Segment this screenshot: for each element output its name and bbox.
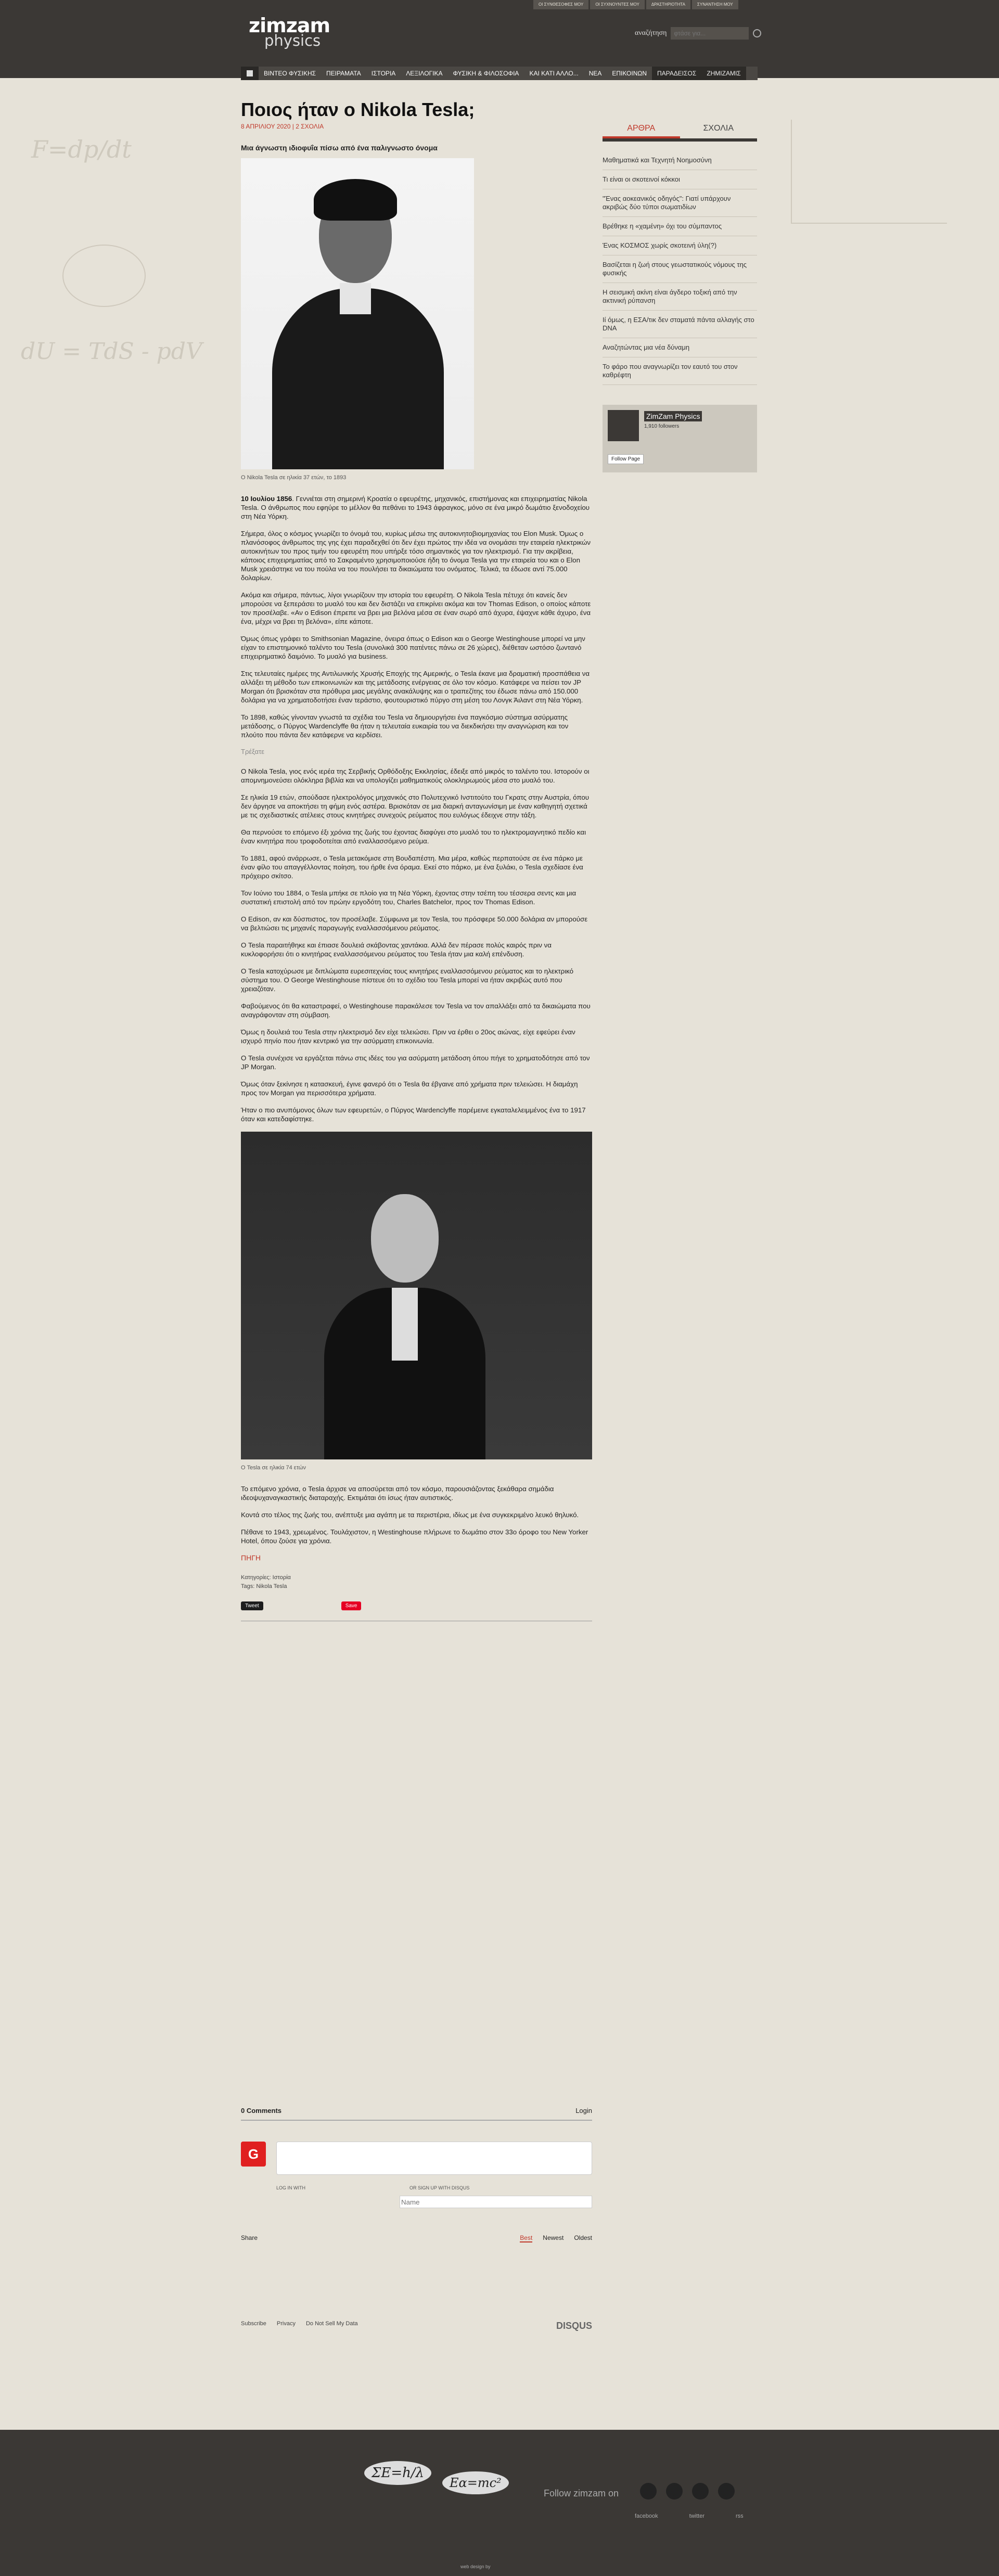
do-not-sell-link[interactable]: Do Not Sell My Data <box>305 2321 358 2327</box>
paragraph: Όμως η δουλειά του Tesla στην ηλεκτρισμό δεν είχε τελειώσει. Πριν να έρθει ο 20ος αιώνας, είχε εφεύρει έναν ισχυρό πηνίο που ήταν κεντρικό για την ασύρματη επικοινωνία. <box>241 1028 575 1045</box>
sort-best[interactable]: Best <box>520 2234 533 2241</box>
photo-shirt <box>392 1288 418 1361</box>
nav-item[interactable]: ΚΑΙ ΚΑΤΙ ΑΛΛΟ... <box>529 70 579 77</box>
paragraph: Ήταν ο πιο ανυπόμονος όλων των εφευρετών, ο Πύργος Wardenclyffe παρέμεινε εγκαταλελειμμένος ένα το 1917 όταν και κατεδαφίστηκε. <box>241 1106 586 1123</box>
doodle-graph <box>791 120 947 224</box>
subscribe-link[interactable]: Subscribe <box>241 2321 266 2327</box>
footer-label-twitter: twitter <box>689 2513 705 2519</box>
nav-item[interactable]: ΙΣΤΟΡΙΑ <box>371 70 396 77</box>
tab-comments[interactable]: ΣΧΟΛΙΑ <box>703 124 734 133</box>
nav-item-dark[interactable]: ΠΑΡΑΔΕΙΣΟΣ <box>652 67 701 80</box>
top-link[interactable]: ΣΥΝΑΝΤΗΣΗ ΜΟΥ <box>692 0 738 9</box>
paragraph: Το 1898, καθώς γίνονταν γνωστά τα σχέδια του Tesla να δημιουργήσει ένα παγκόσμιο σύστημα ασύρματης μετάδοσης, ο Πύργος Wardenclyffe θα ήταν η τελευταία ευκαιρία του να διεκδικήσει την αναγνώριση και τον πλούτο που πάντα δεν κατάφερνε να κερδίσει. <box>241 713 569 739</box>
search-icon[interactable] <box>753 29 761 37</box>
login-button[interactable]: Login <box>575 2107 592 2114</box>
sidebar-link[interactable]: Βασίζεται η ζωή στους γεωστατικούς νόμους της φυσικής <box>603 255 757 283</box>
comment-textbox[interactable] <box>276 2142 592 2175</box>
footer <box>0 2430 999 2576</box>
nav-item[interactable]: ΒΙΝΤΕΟ ΦΥΣΙΚΗΣ <box>264 70 316 77</box>
section-separator: Τρέξατε <box>241 748 265 755</box>
search-label: αναζήτηση <box>635 29 667 37</box>
comment-count: 0 Comments <box>241 2107 282 2114</box>
tab-articles[interactable]: ΑΡΘΡΑ <box>603 121 680 138</box>
sidebar-link[interactable]: Το φάρο που αναγνωρίζει τον εαυτό του στον καθρέφτη <box>603 357 757 385</box>
fb-page-avatar <box>608 410 639 441</box>
lead-date: 10 Ιουλίου 1856 <box>241 495 292 503</box>
fb-page-name: ZimZam Physics <box>644 411 702 421</box>
sidebar-link[interactable]: Ιί όμως, η ΕΣΑ/τικ δεν σταματά πάντα αλλαγής στο DNA <box>603 311 757 338</box>
paragraph: Ο Nikola Tesla, γιος ενός ιερέα της Σερβικής Ορθόδοξης Εκκλησίας, έδειξε από μικρός το ταλέντο του. Ιστορούν οι απομνημονεύσει ολόκληρα βιβλία και να υπολογίζει μαθηματικούς ολοκληρωμούς μέσα στο μυαλό του. <box>241 767 590 784</box>
paragraph: Ο Tesla παραιτήθηκε και έπιασε δουλειά σκάβοντας χαντάκια. Αλλά δεν πέρασε πολύς καιρός πριν να κυκλοφορήσει ότι ο κινητήρας εναλλασσόμενου ρεύματος του Tesla ήταν μια καλή επένδυση. <box>241 941 552 958</box>
signup-label: OR SIGN UP WITH DISQUS <box>409 2185 470 2190</box>
fb-page-followers: 1,910 followers <box>644 424 680 429</box>
photo-caption: Ο Nikola Tesla σε ηλικία 37 ετών, το 1893 <box>241 475 347 481</box>
sidebar-link[interactable]: Τι είναι οι σκοτεινοί κόκκοι <box>603 170 757 189</box>
paragraph: Όμως όταν ξεκίνησε η κατασκευή, έγινε φανερό ότι ο Tesla θα έβγαινε από χρήματα πριν τελειώσει. Η διαμάχη προς τον Morgan για περισσότερα χρήματα. <box>241 1080 578 1097</box>
paragraph: Θα περνούσε το επόμενο έξι χρόνια της ζωής του έχοντας διαφύγει στο μυαλό του το ηλεκτρομαγνητικό πεδίο και έναν κινητήρα που τροφοδοτείται από εναλλασσόμενο ρεύμα. <box>241 828 586 845</box>
paragraph: Το 1881, αφού ανάρρωσε, ο Tesla μετακόμισε στη Βουδαπέστη. Μια μέρα, καθώς περπατούσε σε ένα πάρκο με έναν φίλο του απαγγέλλοντας ποίηση, του ήρθε ένα όραμα. Εκεί στο πάρκο, με ένα ξυλάκι, ο Tesla σχεδίασε ένα πρόχειρο σκίτσο. <box>241 854 583 880</box>
nav-item[interactable]: ΠΕΙΡΑΜΑΤΑ <box>326 70 361 77</box>
sidebar-link[interactable]: Η σεισμική ακίνη είναι άγδερο τοξική από την ακτινική ρύπανση <box>603 283 757 311</box>
article-title: Ποιος ήταν ο Nikola Tesla; <box>241 99 475 120</box>
article-subtitle: Μια άγνωστη ιδιοφυΐα πίσω από ένα παλιγνωστο όνομα <box>241 144 438 152</box>
footer-follow-label: Follow zimzam on <box>544 2488 619 2498</box>
paragraph: Φαβούμενος ότι θα καταστραφεί, ο Westinghouse παρακάλεσε τον Tesla να τον απαλλάξει από τα δικαιώματα που αναγράφονταν στη σύμβαση. <box>241 1002 591 1019</box>
main-nav <box>241 67 758 80</box>
photo-head <box>371 1194 439 1283</box>
fb-follow-button[interactable]: Follow Page <box>608 454 644 464</box>
article-categories[interactable]: Κατηγορίες: Ιστορία <box>241 1574 291 1581</box>
paragraph: Ο Tesla συνέχισε να εργάζεται πάνω στις ιδέες του για ασύρματη μετάδοση όπου πήγε το χρηματοδότησε από τον JP Morgan. <box>241 1054 590 1071</box>
article-tags[interactable]: Tags: Nikola Tesla <box>241 1583 287 1590</box>
pinterest-save-button[interactable]: Save <box>341 1601 362 1610</box>
paragraph: Ακόμα και σήμερα, πάντως, λίγοι γνωρίζουν την ιστορία του εφευρέτη. Ο Nikola Tesla πέτυχε ότι κανείς δεν μπορούσε να ξεπεράσει το μυαλό του και δεν διστάζει να επικρίνει ακόμα και τον Thomas Edison, ο οποίος κάποτε τον προσέλαβε. «Αν ο Edison έπρεπε να βρει μια βελόνα μέσα σε έναν σωρό από άχυρα, έψαχνε κάθε άχυρο, ένα ένα, μέχρι να βρει τη βελόνα», είπε κάποτε. <box>241 591 591 625</box>
name-field[interactable] <box>400 2196 592 2208</box>
disqus-logo[interactable]: DISQUS <box>556 2321 592 2331</box>
privacy-link[interactable]: Privacy <box>276 2321 296 2327</box>
site-logo[interactable] <box>249 14 330 52</box>
footer-doodle-left: ΣE=h/λ <box>364 2461 431 2485</box>
footer-label-rss: rss <box>736 2513 744 2519</box>
article-date[interactable]: 8 ΑΠΡΙΛΙΟΥ 2020 | 2 ΣΧΟΛΙΑ <box>241 123 324 130</box>
paragraph: Κοντά στο τέλος της ζωής του, ανέπτυξε μια αγάπη με τα περιστέρια, ιδίως με ένα συγκεκριμένο λευκό θηλυκό. <box>241 1511 579 1519</box>
tesla-elderly-photo <box>241 1132 592 1459</box>
paragraph: Όμως όπως γράφει το Smithsonian Magazine, όνειρα όπως ο Edison και ο George Westinghouse μπορεί να μην είχαν το επιστημονικό ταλέντο του Tesla (συνολικά 300 πατέντες πάνω σε 26 χώρες), διέθεταν ωστόσο ζωντανό επιχειρηματικό δαιμόνιο. Το μυαλό για business. <box>241 635 585 660</box>
nav-item-dark[interactable]: ΖΗΜΙΖΑΜΙΣ <box>701 67 746 80</box>
portrait-collar <box>340 283 371 314</box>
comments-section <box>241 2107 592 2357</box>
nav-item[interactable]: ΛΕΞΙΛΟΓΙΚΑ <box>406 70 443 77</box>
paragraph-lead <box>241 494 592 521</box>
nav-item[interactable]: ΕΠΙΚΟΙΝΩΝ <box>612 70 647 77</box>
sidebar-link[interactable]: Βρέθηκε η «χαμένη» όχι του σύμπαντος <box>603 217 757 236</box>
tesla-portrait-photo <box>241 158 474 469</box>
sort-newest[interactable]: Newest <box>543 2234 564 2241</box>
source-link[interactable]: ΠΗΓΗ <box>241 1554 261 1562</box>
share-row <box>241 1601 592 1610</box>
login-with-label: LOG IN WITH <box>276 2185 305 2190</box>
paragraph: Τον Ιούνιο του 1884, ο Tesla μπήκε σε πλοίο για τη Νέα Υόρκη, έχοντας στην τσέπη του τέσσερα σεντς και μια συστατική επιστολή από τον πρώην εργοδότη του, Charles Batchelor, προς τον Thomas Edison. <box>241 889 577 906</box>
doodle-thermo: dU = TdS - pdV <box>21 338 202 365</box>
article <box>241 94 592 1621</box>
share-button[interactable]: Share <box>241 2234 258 2241</box>
footer-credit: web design by <box>460 2564 491 2569</box>
home-icon <box>247 70 253 76</box>
footer-label-facebook: facebook <box>635 2513 658 2519</box>
youtube-icon[interactable] <box>666 2483 683 2500</box>
paragraph: Στις τελευταίες ημέρες της Αντιλωνικής Χρυσής Εποχής της Αμερικής, ο Tesla έκανε μια δραματική προσπάθεια να αλλάξει τη μέθοδο των επικοινωνιών και της μετάδοσης ενέργειας σε όλο τον κόσμο. Κατάφερε να πείσει τον JP Morgan ότι βρισκόταν στα πρόθυρα μιας μεγάλης ανακάλυψης και ο τραπεζίτης του έδωσε πάνω από 150.000 δολάρια για να χρηματοδοτήσει έναν τεράστιο, φουτουριστικό πύργο στη μέση του Λονγκ Άιλαντ στη Νέα Υόρκη. <box>241 670 590 704</box>
paragraph: Ο Edison, αν και δύσπιστος, τον προσέλαβε. Σύμφωνα με τον Tesla, του πρόσφερε 50.000 δολάρια αν μπορούσε να βελτιώσει τις μηχανές παραγωγής εναλλασσόμενου ρεύματος. <box>241 915 588 932</box>
search-input[interactable] <box>671 27 749 40</box>
paragraph: Σήμερα, όλος ο κόσμος γνωρίζει το όνομά του, κυρίως μέσω της αυτοκινητοβιομηχανίας του Elon Musk. Όμως ο πλανόσοφος άνθρωπος της γης έχει παραδεχθεί ότι δεν έχει πρώτος την ιδέα να ονομάσει την εταιρεία ηλεκτρικών αυτοκινήτων του προς τιμήν του εφευρέτη που υπήρξε τόσο σημαντικός για τον ηλεκτρισμό. Για την ακρίβεια, κάποιος επιχειρηματίας από το Σακραμέντο χρησιμοποιούσε ήδη το όνομα Tesla για την εταιρεία του και ο Elon Musk χρειάστηκε να του πούλα να του πουλήσει τα δικαιώματα του ονόματος. Τελικά, τα έδωσε αντί 75.000 δολαρίων. <box>241 530 591 582</box>
sort-oldest[interactable]: Oldest <box>574 2234 592 2241</box>
paragraph: Σε ηλικία 19 ετών, σπούδασε ηλεκτρολόγος μηχανικός στο Πολυτεχνικό Ινστιτούτο του Γκρατς στην Αυστρία, όπου δεν άργησε να αποκτήσει τη φήμη ενός αστέρα. Βρισκόταν σε μια διαρκή ανταγωνίσιμη με έναν καθηγητή σχετικά με τις σχεδιαστικές ατέλειες στους κινητήρες συνεχούς ρεύματος που ευλόγως έδειχνε στην τάξη. <box>241 793 590 819</box>
paragraph: Πέθανε το 1943, χρεωμένος. Τουλάχιστον, η Westinghouse πλήρωνε το δωμάτιο στον 33ο όροφο του New Yorker Hotel, όπου ζούσε για χρόνια. <box>241 1528 588 1545</box>
rss-icon[interactable] <box>718 2483 735 2500</box>
doodle-force: F=dp/dt <box>31 135 132 163</box>
nav-item[interactable]: ΦΥΣΙΚΗ & ΦΙΛΟΣΟΦΙΑ <box>453 70 519 77</box>
paragraph: Ο Tesla κατοχύρωσε με διπλώματα ευρεσιτεχνίας τους κινητήρες εναλλασσόμενου ρεύματος και το ηλεκτρικό σύστημα του. Ο George Westinghouse πίστευε ότι το σχέδιο του Tesla μπορεί να ήταν ακριβώς αυτό που χρειαζόταν. <box>241 967 574 993</box>
home-button[interactable] <box>241 67 259 80</box>
sidebar-link[interactable]: "Ένας αοκεανικός οδηγός": Γιατί υπάρχουν ακριβώς δύο τύποι σωματιδίων <box>603 189 757 217</box>
sidebar-link[interactable]: Μαθηματικά και Τεχνητή Νοημοσύνη <box>603 151 757 170</box>
footer-doodle-right: Eα=mc² <box>442 2471 509 2494</box>
user-avatar: G <box>241 2142 266 2167</box>
search-area <box>635 27 761 40</box>
twitter-icon[interactable] <box>692 2483 709 2500</box>
facebook-widget[interactable] <box>603 405 757 472</box>
photo-caption: Ο Tesla σε ηλικία 74 ετών <box>241 1465 306 1471</box>
top-link[interactable]: ΟΙ ΣΥΧΝΟΥΝΤΕΣ ΜΟΥ <box>590 0 645 9</box>
top-link[interactable]: ΔΡΑΣΤΗΡΙΟΤΗΤΑ <box>646 0 690 9</box>
logo-text-top: zimzam <box>249 14 330 37</box>
nav-item[interactable]: ΝΕΑ <box>588 70 602 77</box>
portrait-hair <box>314 179 397 221</box>
top-links <box>533 0 738 9</box>
portrait-body <box>272 288 444 469</box>
sidebar-link[interactable]: Αναζητώντας μια νέα δύναμη <box>603 338 757 357</box>
facebook-icon[interactable] <box>640 2483 657 2500</box>
doodle-circles <box>62 245 146 307</box>
lead-text: . Γεννιέται στη σημερινή Κροατία ο εφευρέτης, μηχανικός, επιστήμονας και επιχειρηματίας Nikola Tesla. Ο άνθρωπος που εφηύρε το μέλλον θα πεθάνει το 1943 άφραγκος, μόνο σε ένα μικρό δωμάτιο ξενοδοχείου στη Νέα Υόρκη. <box>241 495 590 520</box>
logo-text-bottom: physics <box>264 32 321 49</box>
sidebar-tabs <box>603 121 757 142</box>
paragraph: Το επόμενο χρόνια, ο Tesla άρχισε να αποσύρεται από τον κόσμο, παρουσιάζοντας ξεκάθαρα σημάδια ιδεοψυχαναγκαστικής διαταραχής. Εκτιμάται ότι ίσως ήταν αυτιστικός. <box>241 1485 554 1502</box>
tweet-button[interactable]: Tweet <box>241 1601 263 1610</box>
sidebar <box>603 121 757 472</box>
sidebar-link[interactable]: Ένας ΚΟΣΜΟΣ χωρίς σκοτεινή ύλη(?) <box>603 236 757 255</box>
top-link[interactable]: ΟΙ ΣΥΝΘΕΣΟΦΕΣ ΜΟΥ <box>533 0 588 9</box>
